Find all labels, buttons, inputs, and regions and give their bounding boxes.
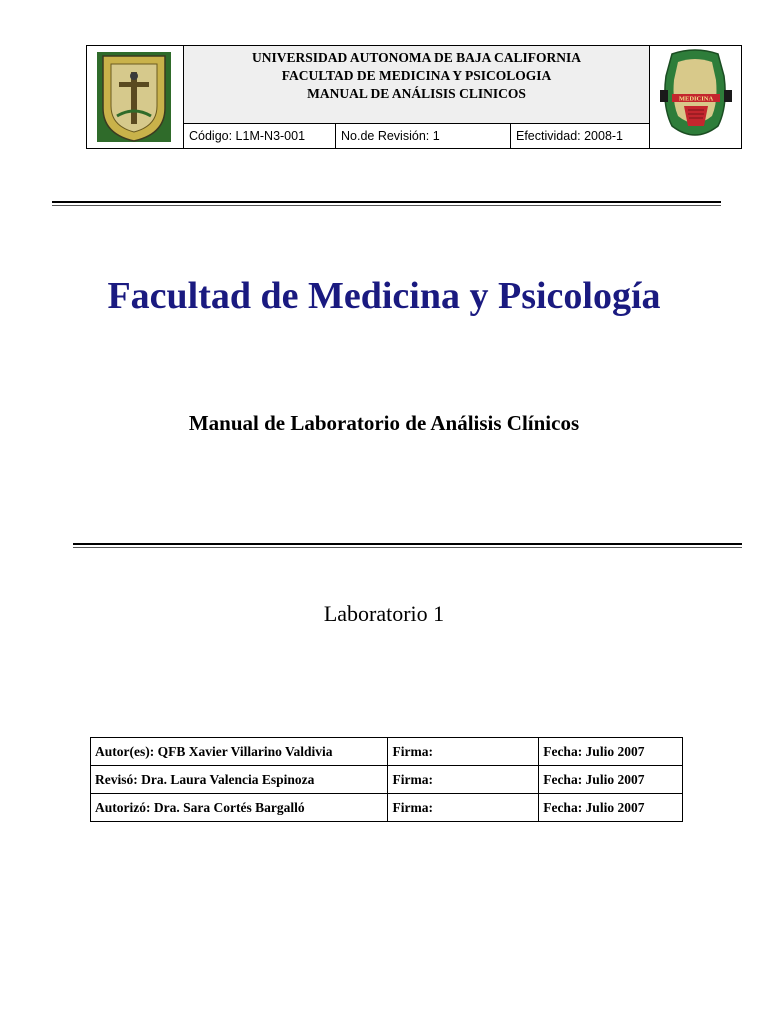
signature-table	[90, 737, 683, 822]
firma-cell: Firma:	[388, 738, 539, 766]
document-header	[86, 45, 742, 149]
logo-right-label: MEDICINA	[678, 95, 714, 103]
codigo: Código: L1M-N3-001	[184, 124, 336, 148]
reviewer-cell: Revisó: Dra. Laura Valencia Espinoza	[91, 766, 388, 794]
manual-name: MANUAL DE ANÁLISIS CLINICOS	[307, 86, 526, 101]
revision: No.de Revisión: 1	[336, 124, 511, 148]
page-title: Facultad de Medicina y Psicología	[107, 275, 661, 317]
university-name: UNIVERSIDAD AUTONOMA DE BAJA CALIFORNIA	[251, 50, 582, 65]
table-row	[91, 738, 683, 766]
fecha-cell: Fecha: Julio 2007	[539, 794, 683, 822]
table-row	[91, 766, 683, 794]
approver-cell: Autorizó: Dra. Sara Cortés Bargalló	[91, 794, 388, 822]
university-crest-icon	[87, 46, 184, 148]
fecha-cell: Fecha: Julio 2007	[539, 738, 683, 766]
firma-cell: Firma:	[388, 794, 539, 822]
faculty-logo-icon	[649, 46, 741, 148]
page-subtitle: Manual de Laboratorio de Análisis Clínicos	[188, 411, 580, 435]
middle-rule	[73, 543, 742, 545]
top-rule	[52, 201, 721, 203]
author-cell: Autor(es): QFB Xavier Villarino Valdivia	[91, 738, 388, 766]
fecha-cell: Fecha: Julio 2007	[539, 766, 683, 794]
lab-number: Laboratorio 1	[323, 601, 445, 626]
firma-cell: Firma:	[388, 766, 539, 794]
efectividad: Efectividad: 2008-1	[516, 129, 624, 143]
faculty-name: FACULTAD DE MEDICINA Y PSICOLOGIA	[281, 68, 552, 83]
top-rule-shadow	[52, 205, 721, 206]
table-row	[91, 794, 683, 822]
header-titles	[184, 46, 649, 123]
middle-rule-shadow	[73, 547, 742, 548]
header-meta	[184, 123, 649, 148]
